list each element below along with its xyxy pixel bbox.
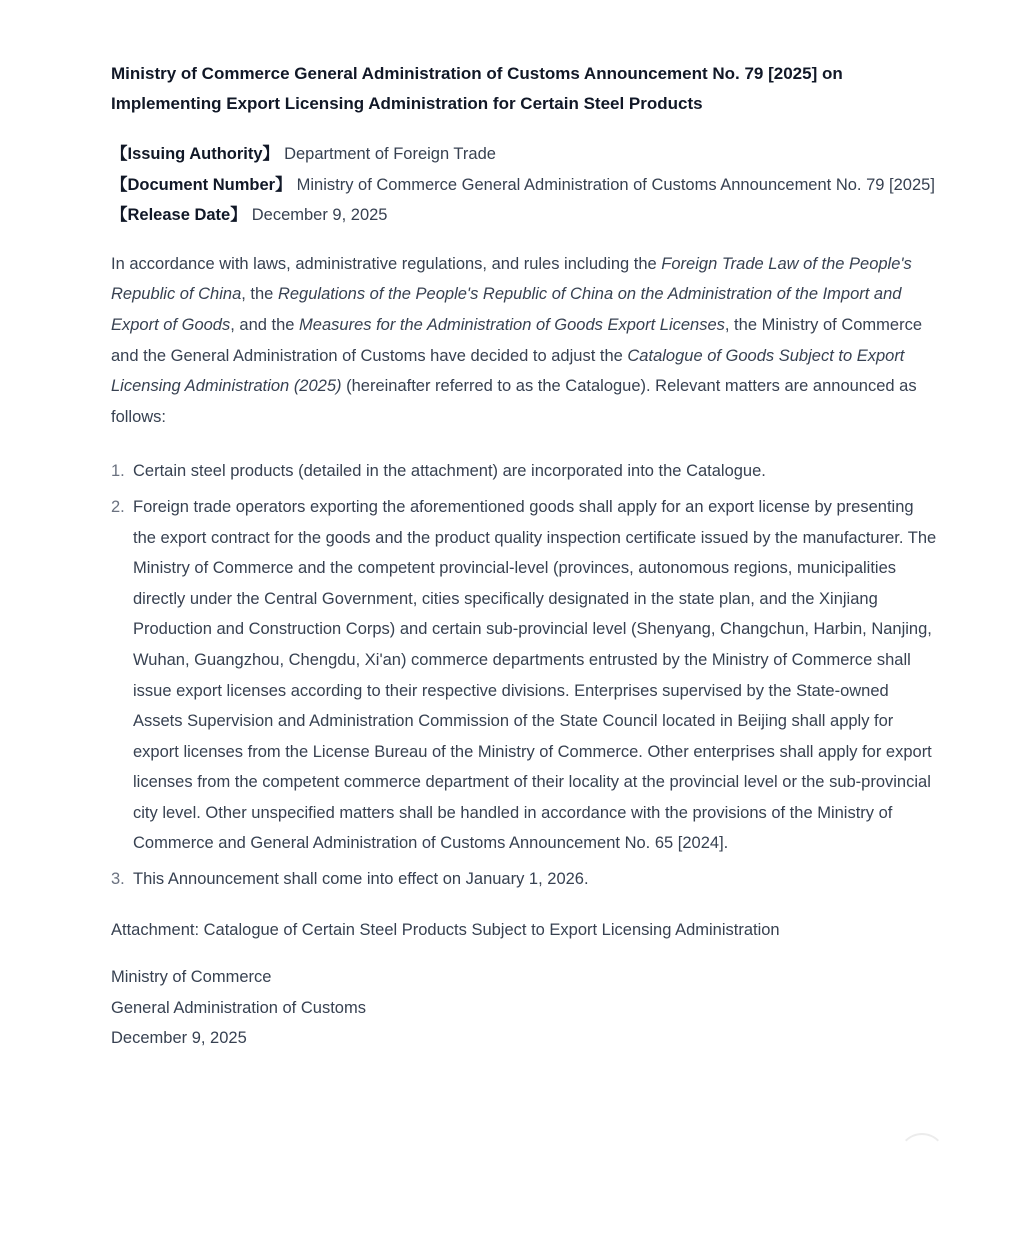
intro-paragraph: In accordance with laws, administrative regulations, and rules including the Foreign Trade Law of the People's Republic of China, the Regulations of the People's Republic of China on the Administration of the Import and Export of Goods, and the Measures for the Administration of Goods Export Licenses, the Ministry of Commerce and the General Administration of Customs have decided to adjust the Catalogue of Goods Subject to Export Licensing Administration (2025) (hereinafter referred to as the Catalogue). Relevant matters are announced as follows: (111, 254, 923, 426)
meta-release-date (111, 200, 938, 231)
list-item-text: Foreign trade operators exporting the aforementioned goods shall apply for an export license by presenting the export contract for the goods and the product quality inspection certificate issued by the manufacturer. The Ministry of Commerce and the competent provincial-level (provinces, autonomous regions, municipalities directly under the Central Government, cities specifically designated in the state plan, and the Xinjiang Production and Construction Corps) and certain sub-provincial level (Shenyang, Changchun, Harbin, Nanjing, Wuhan, Guangzhou, Chengdu, Xi'an) commerce departments entrusted by the Ministry of Commerce shall issue export licenses according to their respective divisions. Enterprises supervised by the State-owned Assets Supervision and Administration Commission of the State Council located in Beijing shall apply for export licenses from the License Bureau of the Ministry of Commerce. Other enterprises shall apply for export licenses from the competent commerce department of their locality at the provincial level or the sub-provincial city level. Other unspecified matters shall be handled in accordance with the provisions of the Ministry of Commerce and General Administration of Customs Announcement No. 65 [2024]. (133, 497, 937, 853)
list-item-marker: 3. (111, 870, 125, 889)
list-item-marker: 2. (111, 497, 125, 516)
signature-date: December 9, 2025 (111, 1029, 247, 1048)
back-to-top-button[interactable] (898, 1133, 946, 1181)
list-item-text: Certain steel products (detailed in the attachment) are incorporated into the Catalogue. (133, 462, 766, 481)
meta-release-date-value: December 9, 2025 (251, 206, 388, 225)
meta-release-date-label: 【Release Date】 (111, 206, 247, 225)
meta-issuing-authority (111, 139, 938, 170)
attachment-line: Attachment: Catalogue of Certain Steel Products Subject to Export Licensing Administration (111, 920, 780, 939)
list-item-text: This Announcement shall come into effect on January 1, 2026. (133, 870, 589, 889)
meta-document-number-value: Ministry of Commerce General Administration of Customs Announcement No. 79 [2025] (296, 175, 935, 194)
meta-document-number-label: 【Document Number】 (111, 175, 292, 194)
announcement-document (111, 0, 938, 1054)
signature-block (111, 962, 938, 1054)
list-item (111, 456, 938, 487)
signature-issuer-2: General Administration of Customs (111, 998, 366, 1017)
list-item-marker: 1. (111, 462, 125, 481)
meta-issuing-authority-value: Department of Foreign Trade (284, 145, 496, 163)
announcement-list (111, 456, 938, 894)
metadata-block (111, 139, 938, 231)
signature-issuer-1: Ministry of Commerce (111, 968, 272, 987)
list-item (111, 492, 938, 859)
meta-issuing-authority-label: 【Issuing Authority】 (111, 145, 280, 163)
page-title: Ministry of Commerce General Administration of Customs Announcement No. 79 [2025] on Implementing Export Licensing Administration for Certain Steel Products (111, 64, 843, 113)
meta-document-number (111, 170, 938, 201)
list-item (111, 864, 938, 895)
